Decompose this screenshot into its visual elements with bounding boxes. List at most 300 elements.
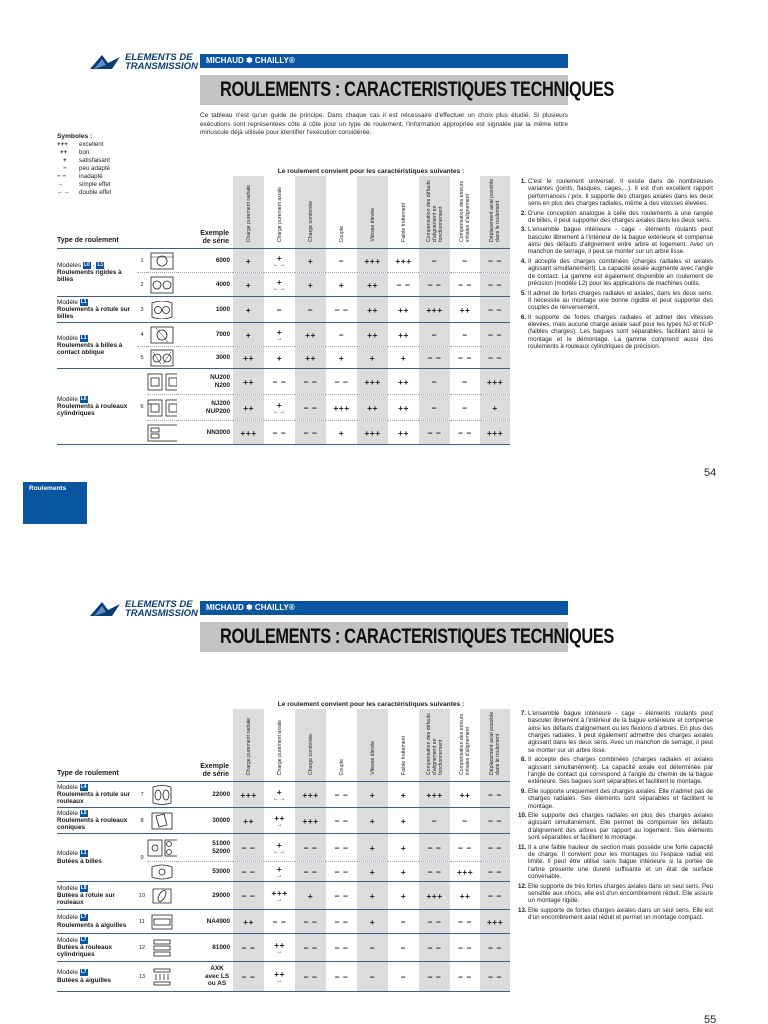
- series-example-text: 51000 52000: [212, 839, 231, 855]
- bearing-icon: [147, 834, 177, 862]
- note-text: Il accepte des charges combinées (charges radiales et axiales agissant simultanément). La capacité axiale augmente avec l'angle de contact. La gamme est également disponible en roulement de précision (modèle L2) pour les applications de machines outils.: [528, 258, 713, 288]
- rating-cell: ++: [459, 789, 471, 800]
- rating-cell: − −: [334, 942, 349, 953]
- note-text: Elle supporte de fortes charges axiales dans un seul sens. Elle est d'un encombrement axial réduit et permet un montage compact.: [528, 906, 713, 922]
- bearing-name: Butées à aiguilles: [57, 976, 111, 984]
- rating-cell: +: [400, 842, 407, 853]
- bearing-name: Roulements à rotule sur rouleaux: [57, 790, 131, 806]
- model-label: Modèle: [57, 936, 78, 944]
- rating-cell: ++: [233, 347, 264, 369]
- rating-cell: +++: [333, 402, 350, 413]
- rating-cell: +: [233, 297, 264, 323]
- rating-cell: − −: [419, 834, 450, 862]
- rating-cell: −: [357, 962, 388, 992]
- rating-cell: − −: [419, 421, 450, 445]
- type-header: Type de roulement: [57, 770, 119, 777]
- series-example: 53000: [212, 867, 231, 875]
- rating-cell: −: [400, 942, 407, 953]
- rating-value: ++: [274, 940, 285, 950]
- rating-cell: − −: [458, 971, 472, 982]
- rating-cell: [264, 962, 295, 992]
- col-header-label: Couple: [338, 225, 345, 242]
- note: [518, 756, 713, 785]
- rating-cell: [264, 862, 295, 882]
- col-header-label: Charge purement radiale: [245, 184, 252, 242]
- rating-cell: +++: [233, 421, 264, 445]
- legend-row: [57, 157, 167, 165]
- rating-value: +++: [271, 888, 288, 898]
- rating-cell: ++: [233, 808, 264, 834]
- table-row: [57, 962, 510, 992]
- rating-cell: − −: [480, 862, 510, 882]
- rating-cell: − −: [480, 934, 510, 962]
- bearing-icon: [147, 882, 177, 910]
- model-badge: L1: [97, 261, 104, 268]
- table-row: [57, 882, 510, 910]
- note-text: Il a une faible hauteur de section mais possède une forte capacité de charge. Il convient pour les montages ou l'espace radial est limité. Il peut être utilisé sans bague intérieure si la portée de l'arbre présente une dureté suffisante et un état de surface convenable.: [528, 843, 713, 880]
- rating-cell: −: [338, 329, 345, 340]
- col-header-label: Compensation des défauts d'alignement en fonctionnement: [425, 180, 444, 242]
- series-example-text: AXK avec LS ou AS: [204, 965, 230, 988]
- rating-cell: −: [338, 255, 345, 266]
- col-header: [419, 709, 450, 782]
- rating-cell: −: [419, 395, 450, 421]
- rating-cell: +: [233, 323, 264, 347]
- rating-cell: − −: [480, 882, 510, 910]
- rating-cell: −: [419, 323, 450, 347]
- legend-text: bon: [79, 149, 90, 156]
- legend-text: double effet: [79, 189, 112, 196]
- bearing-icon: [147, 273, 177, 297]
- col-header: [450, 709, 480, 782]
- series-example: 6000: [215, 256, 231, 264]
- model-label: Modèles: [57, 261, 82, 269]
- rating-cell: +: [400, 866, 407, 877]
- rating-cell: − −: [334, 916, 349, 927]
- rating-cell: +: [357, 882, 388, 910]
- row-number: 13: [138, 973, 146, 980]
- bearing-type-cell: [57, 882, 137, 910]
- rating-cell: − −: [334, 842, 349, 853]
- series-example: 29000: [212, 891, 231, 899]
- table-row: [57, 808, 510, 834]
- rating-cell: −: [295, 297, 326, 323]
- rating-cell: − −: [233, 962, 264, 992]
- brand-logo: [90, 600, 198, 618]
- rating-cell: − −: [480, 782, 510, 808]
- note: [518, 883, 713, 905]
- note-number: 12.: [518, 882, 527, 890]
- note-number: 11.: [518, 843, 527, 851]
- rating-cell: − −: [419, 962, 450, 992]
- table-row: [57, 369, 510, 395]
- notes-page-2: [518, 710, 713, 924]
- bearing-icon: [147, 347, 177, 369]
- rating-cell: − −: [396, 279, 411, 290]
- rating-cell: − −: [295, 395, 326, 421]
- rating-cell: +: [480, 395, 510, 421]
- bearing-type-cell: [57, 297, 137, 323]
- rating-value: +: [276, 253, 283, 263]
- row-number: [137, 369, 147, 445]
- model-badge: L7: [80, 969, 87, 976]
- row-number: 11: [139, 918, 145, 925]
- rating-cell: +: [357, 347, 388, 369]
- note-number: 10.: [518, 812, 527, 820]
- legend-symbol: ←→: [57, 189, 70, 196]
- col-header: [480, 176, 510, 249]
- model-label: Modèle: [57, 783, 78, 791]
- bearing-name: Roulements à aiguilles: [57, 921, 127, 929]
- rating-cell: − −: [419, 910, 450, 934]
- row-number: 4: [140, 331, 144, 338]
- series-example-text: NJ200 NUP200: [205, 399, 231, 415]
- arrow-right-icon: →: [276, 873, 283, 879]
- michaud-chailly-label: MICHAUD ❃ CHAILLY®: [206, 56, 295, 65]
- rating-value: +: [276, 840, 283, 850]
- rating-cell: ++: [398, 329, 409, 340]
- rating-cell: +: [357, 862, 388, 882]
- model-label: Modèle: [57, 884, 78, 892]
- rating-cell: −: [400, 916, 407, 927]
- rating-value: +: [276, 327, 283, 337]
- note: [518, 710, 713, 754]
- rating-cell: − −: [458, 279, 472, 290]
- bearing-icon: [147, 421, 177, 445]
- rating-value: +: [276, 864, 283, 874]
- note-text: C'est le roulement universel. Il existe dans de nombreuses variantes (joints, flasques, cages,...). Il est d'un excellent rapport performances / prix. Il supporte des charges axiales dans les deux sens en plus des charges radiales, même à des vitesses élevées.: [528, 178, 713, 208]
- rating-cell: +++: [480, 910, 510, 934]
- bearing-icon: [147, 323, 177, 347]
- rating-cell: +: [357, 782, 388, 808]
- bearing-name: Butées à rotule sur rouleaux: [57, 891, 115, 907]
- note: [518, 210, 713, 225]
- michaud-chailly-label: MICHAUD ❃ CHAILLY®: [206, 603, 295, 612]
- rating-cell: +: [233, 273, 264, 297]
- spec-table-2: [57, 709, 510, 992]
- legend-symbol: →: [57, 181, 64, 188]
- note: [518, 844, 713, 881]
- col-header: [233, 709, 264, 782]
- rating-cell: +++: [295, 808, 326, 834]
- note: [518, 788, 713, 810]
- rating-cell: −: [357, 934, 388, 962]
- bearing-name: Roulements à rouleaux coniques: [57, 816, 128, 832]
- note: [518, 226, 713, 255]
- rating-cell: − −: [458, 916, 472, 927]
- rating-cell: ++: [357, 323, 388, 347]
- rating-cell: − −: [233, 834, 264, 862]
- intro-text: Ce tableau n'est qu'un guide de principe. Dans chaque cas il est nécessaire d'effectuer un choix plus étudié. Si plusieurs exécutions sont représentées côte à côte pour un type de roulement, l'information appropriée est signalée par la même lettre minuscule déjà utilisée pour identifier l'exécution considérée.: [200, 112, 568, 137]
- page-title-text: ROULEMENTS : CARACTERISTIQUES TECHNIQUES: [220, 625, 614, 648]
- rating-cell: +++: [357, 421, 388, 445]
- col-header: [357, 709, 388, 782]
- arrow-right-icon: →: [276, 897, 283, 903]
- bearing-icon: [147, 962, 177, 992]
- rating-cell: ++: [357, 297, 388, 323]
- col-header: [450, 176, 480, 249]
- rating-cell: [264, 323, 295, 347]
- rating-cell: ++: [398, 376, 409, 387]
- rating-cell: [264, 882, 295, 910]
- brand-icon: [90, 53, 120, 71]
- model-badge: L6: [80, 395, 87, 402]
- bearing-type-cell: [57, 369, 137, 445]
- series-example: 1000: [215, 305, 231, 313]
- rating-cell: − −: [480, 249, 510, 273]
- brand-line1: ELEMENTS DE: [125, 599, 193, 610]
- bearing-type-cell: [57, 782, 137, 808]
- legend-row: [57, 149, 167, 157]
- rating-cell: − −: [233, 882, 264, 910]
- rating-cell: − −: [419, 862, 450, 882]
- michaud-chailly-bar: [200, 54, 568, 68]
- rating-cell: [264, 934, 295, 962]
- table-row: [57, 323, 510, 347]
- rating-cell: −: [462, 402, 468, 413]
- note-number: 5.: [520, 289, 526, 297]
- note-number: 9.: [520, 787, 526, 795]
- rating-cell: +: [400, 789, 407, 800]
- bearing-name: Butées à rouleaux cylindriques: [57, 943, 113, 959]
- rating-cell: − −: [334, 890, 349, 901]
- rating-cell: −: [462, 815, 468, 826]
- double-arrow-icon: ←→: [273, 286, 287, 292]
- rating-cell: − −: [295, 834, 326, 862]
- col-header: [264, 709, 295, 782]
- rating-cell: − −: [233, 862, 264, 882]
- bearing-icon: [147, 369, 177, 395]
- model-badge: L1: [80, 298, 87, 305]
- rating-cell: +++: [419, 297, 450, 323]
- row-number: 10: [138, 892, 146, 899]
- col-header-label: Compensation des erreurs initiales d'alignement: [459, 180, 472, 242]
- rating-cell: +: [295, 249, 326, 273]
- rating-cell: − −: [295, 962, 326, 992]
- rating-cell: − −: [334, 866, 349, 877]
- page-number: 54: [704, 467, 717, 479]
- series-example: [177, 962, 233, 992]
- rating-cell: − −: [334, 789, 349, 800]
- double-arrow-icon: ←→: [273, 796, 287, 802]
- rating-cell: − −: [480, 323, 510, 347]
- col-header: [295, 709, 326, 782]
- note-text: Il supporte de fortes charges radiales et admet des vitesses élevées, mais aucune charge axiale sauf pour les types NJ et NUP (faibles charges). Les bagues sont séparables, facilitant ainsi le montage et le démontage. La gamme comprend aussi des roulements à rouleaux cylindriques de précision.: [528, 313, 713, 351]
- note-number: 8.: [520, 756, 526, 764]
- rating-cell: − −: [272, 376, 287, 387]
- rating-cell: − −: [419, 934, 450, 962]
- bearing-name: Butées à billes: [57, 857, 102, 865]
- bearing-type-cell: [57, 962, 137, 992]
- legend-symbol: +++: [57, 141, 68, 148]
- row-number: 1: [140, 257, 144, 264]
- bearing-icon: [147, 934, 177, 962]
- rating-cell: − −: [480, 962, 510, 992]
- rating-cell: +: [357, 834, 388, 862]
- rating-cell: − −: [295, 910, 326, 934]
- model-label: Modèle: [57, 395, 78, 403]
- note: [518, 258, 713, 287]
- rating-cell: +: [338, 352, 345, 363]
- spec-table-1: [57, 176, 510, 445]
- rating-cell: − −: [480, 297, 510, 323]
- legend-row: [57, 165, 167, 173]
- rating-cell: +++: [357, 369, 388, 395]
- series-example: 3000: [215, 353, 231, 361]
- rating-cell: − −: [334, 815, 349, 826]
- exemple-header-line2: de série: [202, 771, 230, 778]
- rating-cell: −: [462, 255, 468, 266]
- rating-cell: − −: [334, 376, 349, 387]
- note-text: L'ensemble bague intérieure - cage - éléments roulants peut basculer librement à l'intérieur de la bague extérieure et compense ainsi les défauts d'alignement ou les flexions d'arbres. En plus des charges radiales, il peut également admettre des charges axiales agissant dans les deux sens. Avec un manchon de serrage, il peut se monter sur un arbre lisse.: [528, 710, 713, 754]
- col-header-label: Faible frottement: [400, 736, 407, 775]
- rating-cell: +: [338, 427, 345, 438]
- rating-cell: [264, 249, 295, 273]
- model-badge: L5: [80, 809, 87, 816]
- rating-cell: −: [462, 376, 468, 387]
- table-header-row: [57, 709, 510, 782]
- rating-cell: ++: [233, 395, 264, 421]
- col-header-label: Compensation des erreurs initiales d'alignement: [459, 713, 472, 775]
- bearing-name: Roulements à billes à contact oblique: [57, 341, 123, 357]
- model-sep: -: [92, 261, 95, 269]
- note: [518, 314, 713, 351]
- rating-cell: +++: [419, 882, 450, 910]
- rating-cell: +: [233, 249, 264, 273]
- rating-cell: +++: [395, 255, 412, 266]
- rating-value: ++: [274, 969, 285, 979]
- series-example: [177, 369, 233, 395]
- table-row: [57, 934, 510, 962]
- col-header: [388, 176, 419, 249]
- bearing-icon: [147, 910, 177, 934]
- row-number: 3: [140, 306, 144, 313]
- rating-cell: − −: [334, 971, 349, 982]
- model-label: Modèle: [57, 914, 78, 922]
- model-badge: L7: [80, 914, 87, 921]
- bearing-icon: [147, 297, 177, 323]
- model-badge: L8: [80, 884, 87, 891]
- note: [518, 907, 713, 922]
- col-header-label: Charge combinée: [307, 201, 314, 242]
- legend-title: Symboles :: [57, 133, 93, 140]
- rating-cell: ++: [398, 427, 409, 438]
- legend-symbol: ++: [60, 149, 68, 156]
- arrow-right-icon: →: [276, 822, 283, 828]
- rating-cell: − −: [295, 421, 326, 445]
- series-example: 30000: [212, 816, 231, 824]
- brand-line2: TRANSMISSION: [125, 61, 198, 72]
- model-badge: L1: [80, 334, 87, 341]
- rating-cell: − −: [295, 862, 326, 882]
- section-tab[interactable]: [23, 482, 87, 524]
- arrow-right-icon: →: [276, 978, 283, 984]
- row-number-text: 6: [140, 403, 144, 410]
- note-text: Il admet de fortes charges radiales et axiales, dans les deux sens. Il nécessite au montage une bonne rigidité et peut supporter des couples de renversement.: [528, 289, 713, 312]
- rating-cell: [264, 834, 295, 862]
- series-example: [177, 834, 233, 862]
- rating-cell: − −: [480, 347, 510, 369]
- rating-value: +: [276, 787, 283, 797]
- rating-cell: ++: [233, 910, 264, 934]
- model-badge: L7: [80, 936, 87, 943]
- col-header-label: Charge purement radiale: [245, 717, 252, 775]
- rating-cell: +: [276, 352, 283, 363]
- row-number: 12: [138, 944, 146, 951]
- note-number: 13.: [518, 906, 527, 914]
- note: [518, 812, 713, 841]
- rating-cell: [264, 395, 295, 421]
- page-title: [200, 75, 614, 105]
- rating-cell: − −: [458, 942, 472, 953]
- note-text: Elle supporte de très fortes charges axiales dans un seul sens. Peu sensible aux chocs, elle est d'un encombrement réduit. Elle assure un montage rigide.: [528, 882, 713, 905]
- rating-cell: − −: [419, 347, 450, 369]
- bearing-icon: [147, 395, 177, 421]
- rating-cell: +++: [357, 249, 388, 273]
- brand-icon: [90, 600, 120, 618]
- exemple-header-line1: Exemple: [200, 763, 230, 770]
- bearing-name: Roulements rigides à billes: [57, 268, 122, 284]
- rating-cell: ++: [295, 323, 326, 347]
- exemple-header-line1: Exemple: [200, 230, 230, 237]
- model-label: Modèle: [57, 969, 78, 977]
- michaud-chailly-bar: [200, 601, 568, 615]
- rating-cell: +: [295, 882, 326, 910]
- rating-cell: ++: [398, 304, 409, 315]
- series-example: NN3000: [206, 428, 231, 436]
- series-example: 22000: [212, 790, 231, 798]
- exemple-header: [177, 176, 233, 249]
- double-arrow-icon: ←→: [273, 849, 287, 855]
- rating-cell: [264, 273, 295, 297]
- table-row: [57, 782, 510, 808]
- col-header-label: Compensation des défauts d'alignement en fonctionnement: [425, 713, 444, 775]
- rating-cell: [264, 782, 295, 808]
- convient-heading: Le roulement convient pour les caractéristiques suivantes :: [277, 701, 465, 708]
- rating-cell: −: [419, 249, 450, 273]
- bearing-icon: [147, 782, 177, 808]
- rating-cell: +++: [233, 782, 264, 808]
- double-arrow-icon: ←→: [273, 409, 287, 415]
- note: [518, 178, 713, 207]
- page-number: 55: [704, 1014, 717, 1024]
- bearing-name: Roulements à rouleaux cylindriques: [57, 402, 128, 418]
- bearing-type-cell: [57, 808, 137, 834]
- exemple-header: [177, 709, 233, 782]
- row-number: 2: [140, 281, 144, 288]
- rating-cell: +: [400, 890, 407, 901]
- rating-cell: +++: [295, 782, 326, 808]
- rating-cell: − −: [419, 273, 450, 297]
- bearing-type-cell: [57, 834, 137, 882]
- notes-page-1: [518, 178, 713, 353]
- rating-cell: ++: [357, 395, 388, 421]
- page-title: [200, 622, 614, 652]
- rating-value: ++: [274, 813, 285, 823]
- series-example: [177, 395, 233, 421]
- col-header-label: Vitesse élevée: [369, 208, 376, 242]
- rating-cell: − −: [295, 934, 326, 962]
- rating-cell: ++: [295, 347, 326, 369]
- brand-logo: [90, 53, 198, 71]
- model-label: Modèle: [57, 334, 78, 342]
- convient-heading: Le roulement convient pour les caractéristiques suivantes :: [277, 168, 465, 175]
- rating-cell: +: [400, 815, 407, 826]
- legend-text: excellent: [79, 141, 104, 148]
- col-header: [480, 709, 510, 782]
- rating-value: +: [276, 277, 283, 287]
- bearing-icon: [147, 808, 177, 834]
